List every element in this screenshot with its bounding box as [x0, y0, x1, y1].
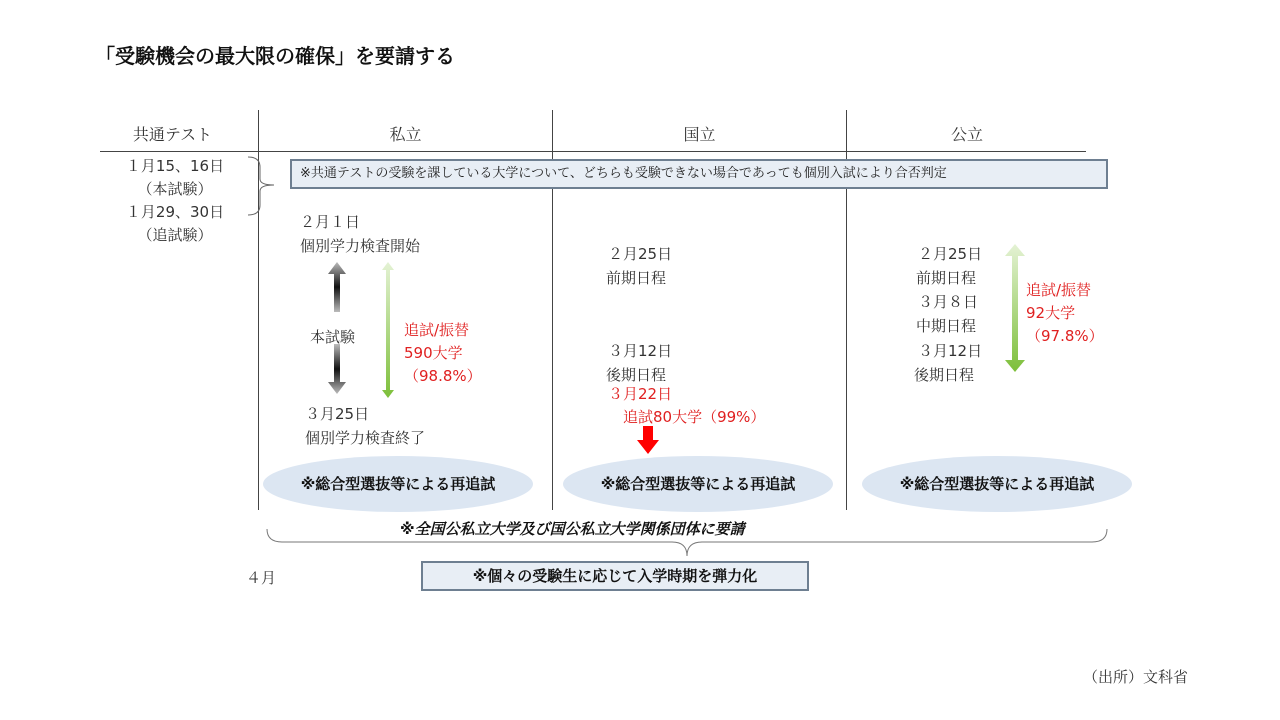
- reexam-ellipse-national: ※総合型選抜等による再追試: [563, 456, 833, 512]
- public-middle-label: 中期日程: [916, 317, 977, 335]
- request-note: ※全国公私立大学及び国公私立大学関係団体に要請: [400, 520, 745, 538]
- public-early-date: ２月25日: [918, 245, 983, 263]
- public-makeup-line2: 92大学: [1026, 304, 1076, 322]
- private-end-label: 個別学力検査終了: [305, 429, 426, 447]
- public-early-label: 前期日程: [916, 269, 977, 287]
- reexam-ellipse-public: ※総合型選抜等による再追試: [862, 456, 1132, 512]
- source-credit: （出所）文科省: [1082, 668, 1188, 686]
- private-makeup-line1: 追試/振替: [404, 321, 470, 339]
- private-start-label: 個別学力検査開始: [300, 237, 421, 255]
- notice-box-kyotsu: ※共通テストの受験を課している大学について、どちらも受験できない場合であっても個別入試により合否判定: [290, 159, 1108, 189]
- public-makeup-line3: （97.8%）: [1026, 327, 1104, 345]
- reexam-ellipse-private: ※総合型選抜等による再追試: [263, 456, 533, 512]
- private-main-exam-label: 本試験: [310, 328, 356, 346]
- national-makeup-label: 追試80大学（99%）: [623, 408, 766, 426]
- private-start-date: ２月１日: [300, 213, 361, 231]
- national-early-date: ２月25日: [608, 245, 673, 263]
- kyotsu-main-dates: １月15、16日: [125, 157, 225, 175]
- header-public: 公立: [950, 125, 983, 144]
- kyotsu-makeup-dates: １月29、30日: [125, 203, 225, 221]
- national-late-label: 後期日程: [606, 366, 667, 384]
- public-late-label: 後期日程: [914, 366, 975, 384]
- flexible-admission-box: ※個々の受験生に応じて入学時期を弾力化: [421, 561, 809, 591]
- national-early-label: 前期日程: [606, 269, 667, 287]
- kyotsu-makeup-label: （追試験）: [137, 226, 213, 244]
- national-makeup-date: ３月22日: [608, 385, 673, 403]
- private-makeup-line2: 590大学: [404, 344, 463, 362]
- kyotsu-main-label: （本試験）: [137, 180, 213, 198]
- double-arrow-green-public-icon: [1005, 244, 1025, 372]
- red-down-arrow-icon: [637, 426, 659, 454]
- double-arrow-green-icon: [381, 262, 395, 398]
- header-private: 私立: [389, 125, 422, 144]
- header-national: 国立: [683, 125, 716, 144]
- national-late-date: ３月12日: [608, 342, 673, 360]
- brace-bottom: [266, 528, 1108, 558]
- header-kyotsu-test: 共通テスト: [132, 125, 213, 144]
- public-middle-date: ３月８日: [918, 293, 979, 311]
- private-end-date: ３月25日: [305, 405, 370, 423]
- page-title: 「受験機会の最大限の確保」を要請する: [95, 44, 455, 68]
- brace-kyotsu: [246, 155, 282, 217]
- private-makeup-line3: （98.8%）: [404, 367, 482, 385]
- public-makeup-line1: 追試/振替: [1026, 281, 1092, 299]
- header-divider: [100, 151, 1086, 152]
- public-late-date: ３月12日: [918, 342, 983, 360]
- april-label: ４月: [246, 569, 277, 587]
